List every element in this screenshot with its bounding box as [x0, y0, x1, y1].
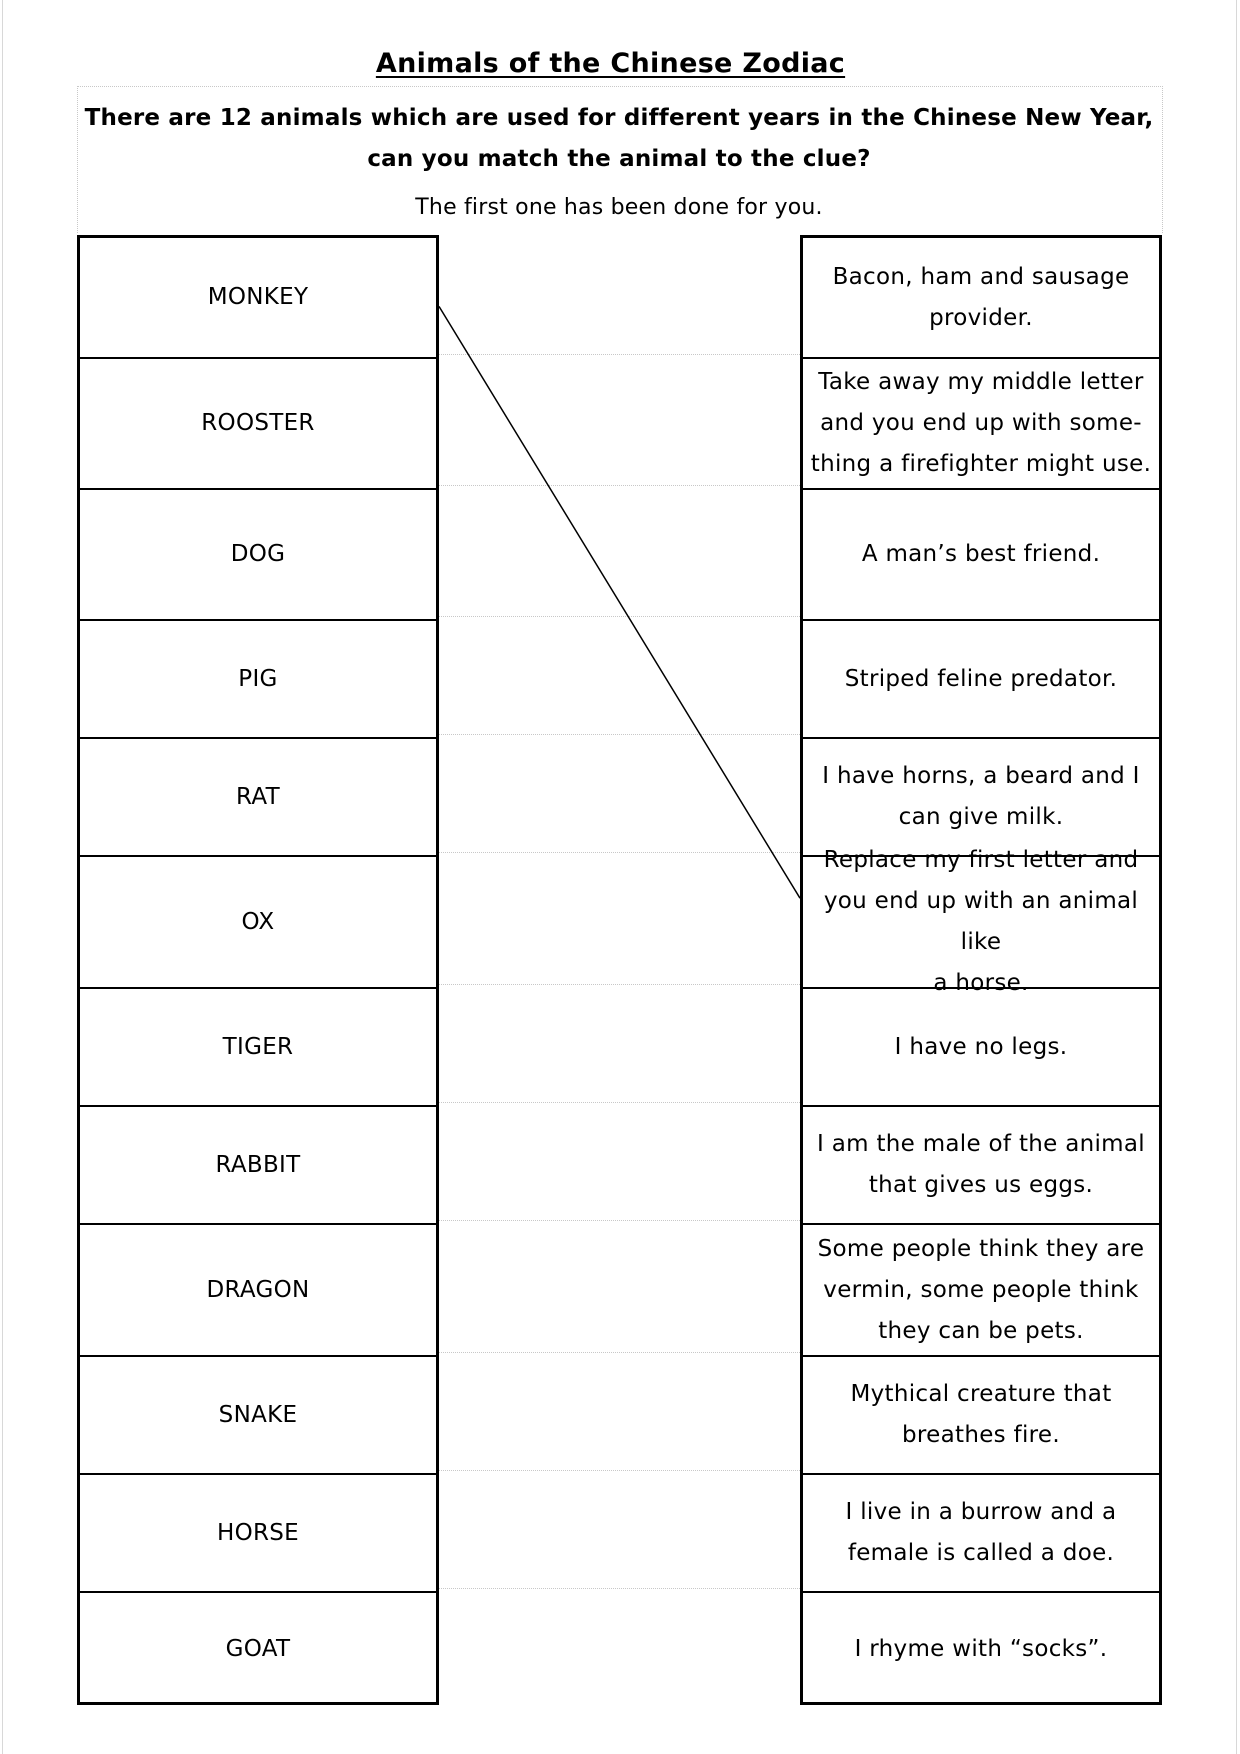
animal-label: DOG — [230, 541, 286, 567]
clue-line: I rhyme with “socks”. — [854, 1635, 1108, 1662]
clue-line: Striped feline predator. — [844, 665, 1118, 692]
animal-label: HORSE — [216, 1519, 299, 1546]
instruction-line-1: There are 12 animals which are used for different years in the Chinese New Year, — [84, 105, 1154, 131]
animal-label: ROOSTER — [201, 410, 315, 436]
clue-line: you end up with an animal like — [823, 888, 1139, 955]
animal-label: OX — [241, 908, 275, 935]
clue-line: provider. — [929, 304, 1033, 331]
clue-line: they can be pets. — [878, 1317, 1084, 1344]
instruction-line-2: can you match the animal to the clue? — [367, 146, 871, 172]
clue-line: vermin, some people think — [823, 1276, 1139, 1303]
clue-line: A man’s best friend. — [861, 541, 1101, 567]
clue-line: a horse. — [933, 970, 1029, 996]
example-match-line — [439, 306, 800, 898]
clue-line: Bacon, ham and sausage — [832, 263, 1130, 290]
worksheet-title: Animals of the Chinese Zodiac — [375, 48, 846, 79]
clue-line: and you end up with some- — [820, 410, 1142, 436]
animal-label: RAT — [236, 783, 280, 810]
clue-line: female is called a doe. — [847, 1540, 1115, 1566]
clue-line: Some people think they are — [817, 1235, 1145, 1262]
clue-line: thing a firefighter might use. — [810, 451, 1152, 477]
animal-label: DRAGON — [206, 1276, 310, 1303]
animal-label: SNAKE — [218, 1401, 298, 1428]
clue-line: I live in a burrow and a — [845, 1499, 1117, 1525]
clue-line: Mythical creature that — [850, 1381, 1112, 1407]
clue-line: breathes fire. — [902, 1422, 1060, 1448]
animal-label: TIGER — [222, 1033, 294, 1060]
animal-label: MONKEY — [207, 284, 309, 310]
animal-label: PIG — [238, 665, 278, 692]
clue-line: can give milk. — [898, 804, 1064, 830]
animal-label: RABBIT — [215, 1151, 301, 1178]
clue-line: I have no legs. — [894, 1033, 1068, 1060]
clue-line: Take away my middle letter — [818, 369, 1144, 395]
clue-line: I am the male of the animal — [817, 1131, 1145, 1157]
clue-line: that gives us eggs. — [868, 1172, 1094, 1198]
clue-line: I have horns, a beard and I — [822, 763, 1140, 789]
example-note: The first one has been done for you. — [415, 195, 823, 220]
animal-label: GOAT — [225, 1635, 291, 1662]
clue-line: Replace my first letter and — [823, 847, 1139, 873]
